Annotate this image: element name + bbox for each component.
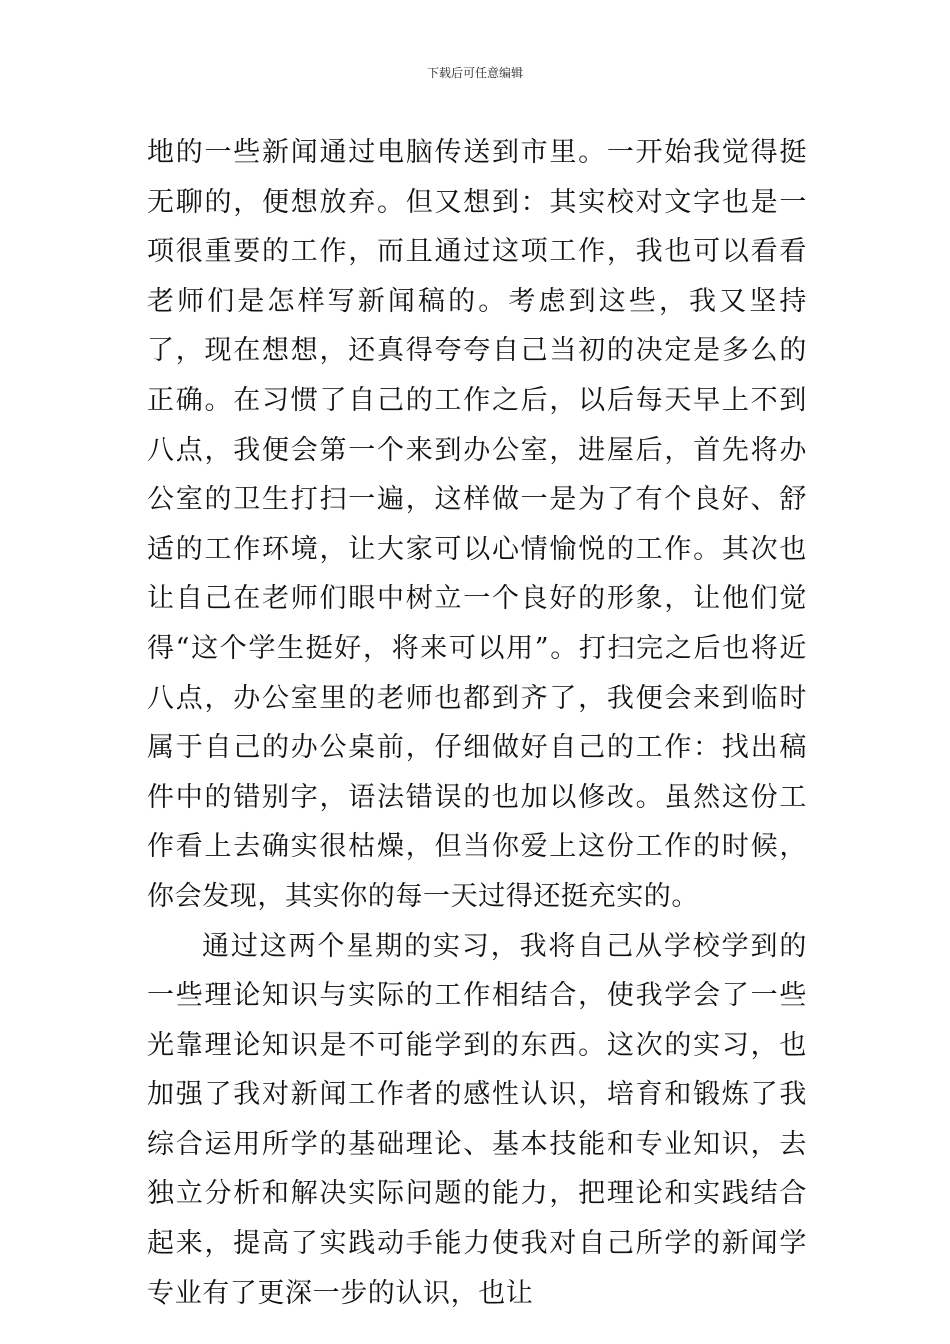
paragraph-2: 通过这两个星期的实习，我将自己从学校学到的一些理论知识与实际的工作相结合，使我学会了一些光靠理论知识是不可能学到的东西。这次的实习，也加强了我对新闻工作者的感性认识，培育和锻炼了我综合运用所学的基础理论、基本技能和专业知识，去独立分析和解决实际问题的能力，把理论和实践结合起来，提高了实践动手能力使我对自己所学的新闻学专业有了更深一步的认识，也让 bbox=[147, 930, 807, 1309]
header-note: 下载后可任意编辑 bbox=[426, 66, 523, 80]
paragraph-1: 地的一些新闻通过电脑传送到市里。一开始我觉得挺无聊的，便想放弃。但又想到：其实校对文字也是一项很重要的工作，而且通过这项工作，我也可以看看老师们是怎样写新闻稿的。考虑到这些，我又坚持了，现在想想，还真得夸夸自己当初的决定是多么的正确。在习惯了自己的工作之后，以后每天早上不到八点，我便会第一个来到办公室，进屋后，首先将办公室的卫生打扫一遍，这样做一是为了有个良好、舒适的工作环境，让大家可以心情愉悦的工作。其次也让自己在老师们眼中树立一个良好的形象，让他们觉得“这个学生挺好，将来可以用”。打扫完之后也将近八点，办公室里的老师也都到齐了，我便会来到临时属于自己的办公桌前，仔细做好自己的工作：找出稿件中的错别字，语法错误的也加以修改。虽然这份工作看上去确实很枯燥，但当你爱上这份工作的时候，你会发现，其实你的每一天过得还挺充实的。 bbox=[147, 137, 807, 912]
document-body bbox=[147, 128, 807, 1318]
